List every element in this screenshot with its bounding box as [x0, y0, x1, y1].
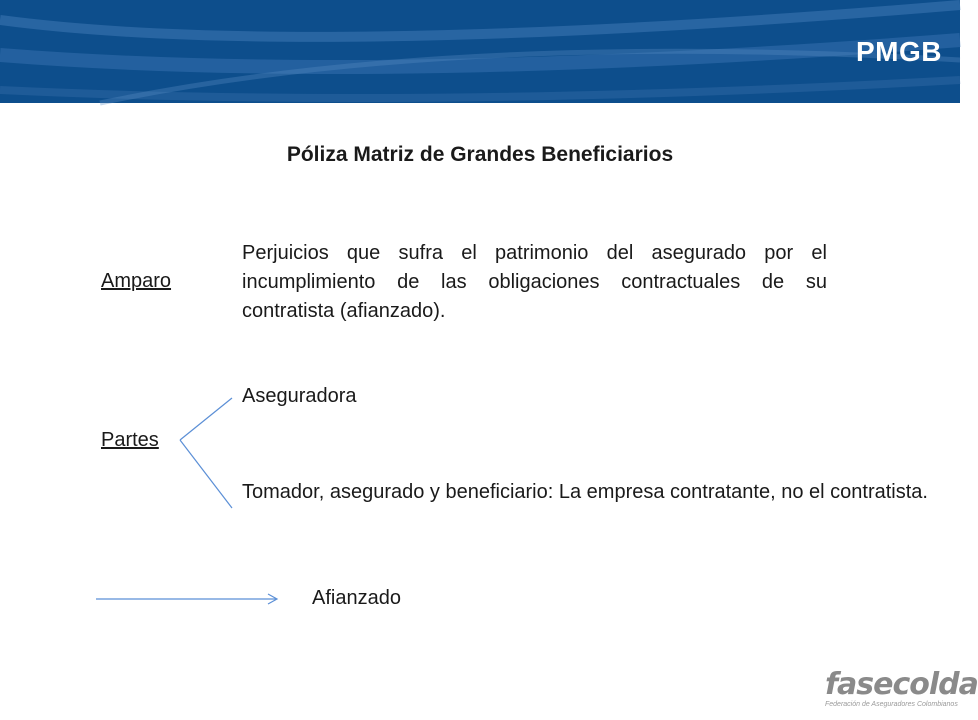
partes-branch-line-lower: [180, 440, 232, 508]
partes-item-aseguradora: Aseguradora: [242, 385, 357, 407]
header-swoosh-decoration: [0, 0, 960, 103]
partes-item-tomador: Tomador, asegurado y beneficiario: La empresa contratante, no el contratista.: [242, 481, 928, 503]
afianzado-label: Afianzado: [312, 587, 401, 609]
partes-branch-line-upper: [180, 398, 232, 440]
header-badge: PMGB: [856, 36, 942, 67]
header-banner: [0, 0, 960, 103]
amparo-label: Amparo: [101, 270, 172, 292]
logo-tagline: Federación de Aseguradores Colombianos: [825, 701, 958, 708]
logo-wordmark: fasecolda: [825, 667, 978, 702]
slide-title: Póliza Matriz de Grandes Beneficiarios: [286, 143, 674, 166]
partes-label: Partes: [101, 429, 159, 451]
fasecolda-logo: [825, 667, 978, 708]
amparo-text: Perjuicios que sufra el patrimonio del asegurado por el incumplimiento de las obligaciones contractuales de su contratista (afianzado).: [242, 242, 827, 322]
afianzado-arrow: [96, 594, 277, 604]
